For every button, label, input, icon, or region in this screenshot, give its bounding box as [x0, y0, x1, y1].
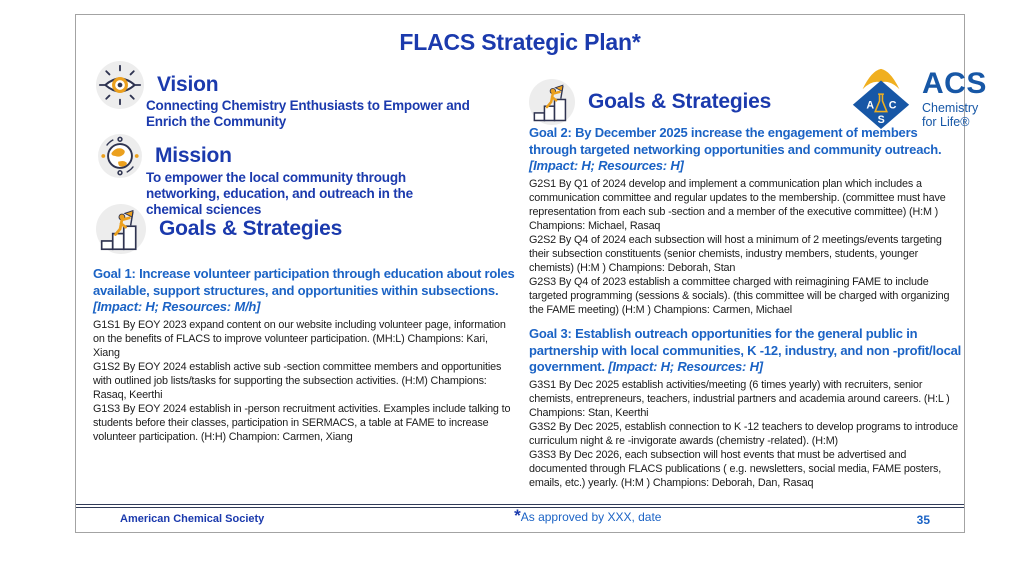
- goal3-strategies: [529, 378, 963, 490]
- goal2-strategies: [529, 177, 963, 317]
- acs-wordmark: ACS: [922, 67, 987, 100]
- footer-approval-note: [514, 506, 662, 525]
- mission-statement: To empower the local community through networking, education, and outreach in the chemical sciences: [146, 170, 413, 217]
- goal2-block: [529, 125, 963, 317]
- goals-heading-right: Goals & Strategies: [588, 90, 772, 113]
- globe-icon: [98, 134, 142, 178]
- goal1-block: [93, 266, 517, 444]
- vision-heading: Vision: [157, 73, 219, 96]
- stairs-flag-icon: [96, 204, 146, 254]
- footer-organization: American Chemical Society: [120, 513, 265, 525]
- vision-statement: Connecting Chemistry Enthusiasts to Empower and Enrich the Community: [146, 98, 470, 129]
- acs-tagline: Chemistry for Life®: [922, 101, 979, 129]
- footnote-asterisk: *: [514, 506, 521, 525]
- mission-heading: Mission: [155, 144, 232, 167]
- goal1-strategy-2: G1S2 By EOY 2024 establish active sub -section committee members and opportunities with outlined job lists/tasks for supporting the subsection activities. (H:M) Champions: Rasaq, Keerthi: [93, 360, 502, 402]
- goal2-heading: [529, 125, 963, 175]
- goal2-impact: [Impact: H; Resources: H]: [529, 158, 684, 174]
- goal3-impact: [Impact: H; Resources: H]: [608, 359, 763, 375]
- slide-canvas: [75, 14, 987, 533]
- goal2-strategy-2: G2S2 By Q4 of 2024 each subsection will host a minimum of 2 meetings/events targeting their subsection constituents (senior chemists, industry members, students, younger chemists) (H:M ) Champions: Deborah, Stan: [529, 234, 942, 275]
- goal1-strategy-3: G1S3 By EOY 2024 establish in -person recruitment activities. Examples include talking to students before their classes, participation in SERMACS, a table at FAME to increase volunteer participation. (H:H) Champion: Carmen, Xiang: [93, 403, 511, 444]
- goal2-strategy-1: G2S1 By Q1 of 2024 develop and implement a communication plan which includes a communication committee and regular updates to the membership. (committee must have representation from each sub -section and a member of the executive committee) (H:M ) Champions: Michael, Rasaq: [529, 177, 946, 232]
- goal1-heading: [93, 266, 517, 316]
- goal1-heading-text: Goal 1: Increase volunteer participation through education about roles available, support structures, and opportunities within subsections.: [93, 266, 515, 298]
- acs-wordmark-block: [922, 69, 987, 129]
- goal2-strategy-3: G2S3 By Q4 of 2023 establish a committee charged with reimagining FAME to include targeted programming (sessions & socials). (this committee will be charged with organizing the FAME meeting) (H:M ) Champions: Carmen, Michael: [529, 276, 950, 317]
- acs-diamond-letter-c: C: [888, 99, 897, 112]
- footnote-text: As approved by XXX, date: [520, 510, 662, 524]
- eye-icon: [96, 61, 144, 109]
- page-number: 35: [916, 513, 930, 527]
- right-goals-flow: [529, 125, 963, 490]
- page-title: FLACS Strategic Plan*: [399, 29, 641, 55]
- goal1-strategy-1: G1S1 By EOY 2023 expand content on our website including volunteer page, information on the benefits of FLACS to improve volunteer participation. (MH:L) Champions: Kari, Xiang: [93, 318, 506, 359]
- acs-diamond-letter-s: S: [877, 114, 885, 127]
- goal3-strategy-2: G3S2 By Dec 2025, establish connection to K -12 teachers to develop programs to introduce curriculum night & re -invigorate awards (chemistry -related). (H:M): [529, 421, 958, 448]
- goals-section-header-left: [96, 204, 342, 254]
- goal2-heading-text: Goal 2: By December 2025 increase the engagement of members through targeted networking opportunities and community outreach.: [529, 125, 942, 157]
- goals-heading-left: Goals & Strategies: [159, 217, 343, 240]
- goal1-impact: [Impact: H; Resources: M/h]: [93, 299, 261, 315]
- stairs-flag-icon: [529, 79, 575, 125]
- goals-section-header-right: [529, 79, 771, 125]
- goal3-block: [529, 326, 963, 490]
- goal3-heading-text: Goal 3: Establish outreach opportunities for the general public in partnership with local communities, K -12, industry, and non -profit/local government.: [529, 326, 962, 375]
- acs-diamond-letter-a: A: [866, 99, 875, 112]
- goal3-heading: [529, 326, 963, 376]
- goal3-strategy-1: G3S1 By Dec 2025 establish activities/meeting (6 times yearly) with recruiters, senior chemists, entrepreneurs, teachers, industrial partners and academia around careers. (H:L ) Champions: Stan, Keerthi: [529, 379, 950, 420]
- goal1-strategies: [93, 318, 517, 444]
- goal3-strategy-3: G3S3 By Dec 2026, each subsection will host events that must be advertised and documented through FLACS publications ( e.g. newsletters, social media, FAME posters, emails, etc.) yearly. (H:M ) Champions: Deborah, Dan, Rasaq: [529, 449, 942, 490]
